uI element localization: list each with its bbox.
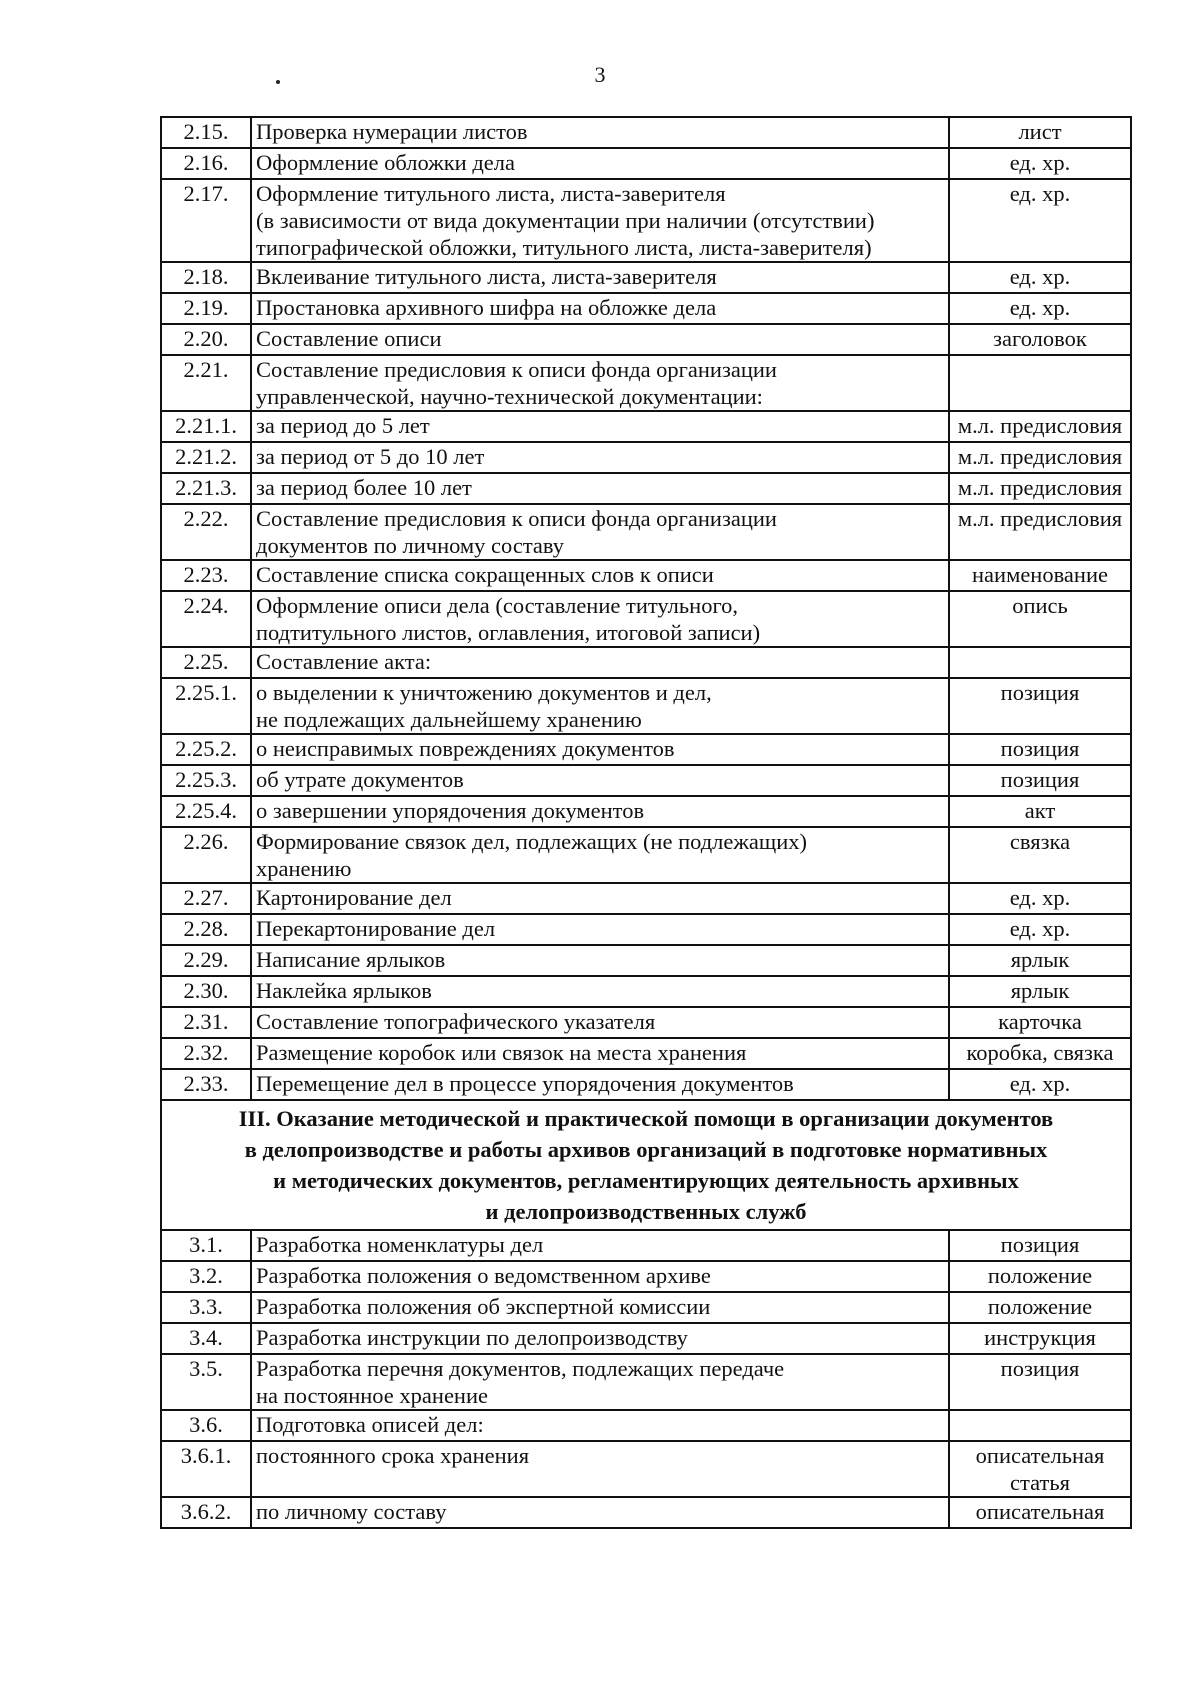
description-line: Наклейка ярлыков [256, 978, 432, 1003]
item-description [251, 179, 949, 262]
table-row [161, 473, 1131, 504]
item-description [251, 1230, 949, 1261]
table-row [161, 293, 1131, 324]
item-number: 2.19. [161, 293, 251, 324]
item-number: 2.25.3. [161, 765, 251, 796]
item-unit [949, 647, 1131, 678]
item-unit: связка [949, 827, 1131, 883]
table-row [161, 945, 1131, 976]
description-line: Оформление титульного листа, листа-заверителя [256, 181, 726, 206]
item-unit: ед. хр. [949, 914, 1131, 945]
table-row [161, 324, 1131, 355]
description-line: за период до 5 лет [256, 413, 430, 438]
page-number: 3 [594, 62, 606, 87]
item-description [251, 442, 949, 473]
table-row [161, 1323, 1131, 1354]
item-unit: ед. хр. [949, 179, 1131, 262]
description-line: Перекартонирование дел [256, 916, 496, 941]
table-row [161, 179, 1131, 262]
item-number: 2.15. [161, 117, 251, 148]
item-description [251, 262, 949, 293]
item-description [251, 324, 949, 355]
item-description [251, 945, 949, 976]
table-row [161, 1292, 1131, 1323]
item-description [251, 355, 949, 411]
table-row [161, 504, 1131, 560]
description-line: Подготовка описей дел: [256, 1412, 484, 1437]
description-line: Размещение коробок или связок на места хранения [256, 1040, 747, 1065]
description-line: за период более 10 лет [256, 475, 472, 500]
item-description [251, 293, 949, 324]
table-row [161, 1497, 1131, 1528]
item-unit: ед. хр. [949, 883, 1131, 914]
item-number: 2.21.3. [161, 473, 251, 504]
description-line: Оформление описи дела (составление титульного, [256, 593, 738, 618]
item-description [251, 827, 949, 883]
item-unit: описательная статья [949, 1441, 1131, 1497]
item-unit: коробка, связка [949, 1038, 1131, 1069]
item-description [251, 560, 949, 591]
item-number: 3.6.1. [161, 1441, 251, 1497]
item-unit: ярлык [949, 976, 1131, 1007]
description-line: о завершении упорядочения документов [256, 798, 645, 823]
description-line: Составление списка сокращенных слов к описи [256, 562, 714, 587]
item-unit: ед. хр. [949, 293, 1131, 324]
scan-speck [276, 80, 280, 84]
item-number: 2.23. [161, 560, 251, 591]
item-number: 2.18. [161, 262, 251, 293]
table-row [161, 442, 1131, 473]
table-row [161, 1038, 1131, 1069]
item-unit: лист [949, 117, 1131, 148]
description-line: за период от 5 до 10 лет [256, 444, 485, 469]
description-line: о неисправимых повреждениях документов [256, 736, 675, 761]
description-line: Разработка положения о ведомственном архиве [256, 1263, 711, 1288]
item-description [251, 117, 949, 148]
item-number: 2.24. [161, 591, 251, 647]
description-line: об утрате документов [256, 767, 464, 792]
item-description [251, 1497, 949, 1528]
item-description [251, 148, 949, 179]
item-unit: позиция [949, 734, 1131, 765]
item-description [251, 883, 949, 914]
description-line: (в зависимости от вида документации при наличии (отсутствии) [256, 208, 875, 233]
description-line: о выделении к уничтожению документов и дел, [256, 680, 712, 705]
item-description [251, 1038, 949, 1069]
section-heading [161, 1100, 1131, 1230]
table-row [161, 1441, 1131, 1497]
item-unit: ед. хр. [949, 262, 1131, 293]
item-number: 3.6. [161, 1410, 251, 1441]
item-unit: позиция [949, 1354, 1131, 1410]
item-number: 3.5. [161, 1354, 251, 1410]
item-unit: позиция [949, 678, 1131, 734]
description-line: Написание ярлыков [256, 947, 446, 972]
description-line: на постоянное хранение [256, 1383, 488, 1408]
item-unit: м.л. предисловия [949, 411, 1131, 442]
table-row [161, 827, 1131, 883]
item-number: 2.32. [161, 1038, 251, 1069]
table-row [161, 148, 1131, 179]
table-row [161, 1069, 1131, 1100]
table-row [161, 647, 1131, 678]
item-description [251, 473, 949, 504]
item-number: 2.17. [161, 179, 251, 262]
description-line: Проверка нумерации листов [256, 119, 528, 144]
item-unit: наименование [949, 560, 1131, 591]
item-number: 3.1. [161, 1230, 251, 1261]
item-number: 2.25.4. [161, 796, 251, 827]
section-heading-line: и методических документов, регламентирующих деятельность архивных [273, 1168, 1019, 1193]
table-row [161, 1410, 1131, 1441]
table-row [161, 411, 1131, 442]
item-number: 3.4. [161, 1323, 251, 1354]
description-line: Составление топографического указателя [256, 1009, 656, 1034]
table-row [161, 560, 1131, 591]
description-line: постоянного срока хранения [256, 1443, 530, 1468]
item-number: 2.16. [161, 148, 251, 179]
item-unit: описательная [949, 1497, 1131, 1528]
item-unit [949, 355, 1131, 411]
item-description [251, 976, 949, 1007]
table-row [161, 914, 1131, 945]
description-line: Перемещение дел в процессе упорядочения документов [256, 1071, 794, 1096]
table-row [161, 1230, 1131, 1261]
description-line: подтитульного листов, оглавления, итоговой записи) [256, 620, 761, 645]
table-row [161, 976, 1131, 1007]
item-unit: позиция [949, 1230, 1131, 1261]
item-unit: ярлык [949, 945, 1131, 976]
item-description [251, 914, 949, 945]
item-unit: карточка [949, 1007, 1131, 1038]
item-number: 2.31. [161, 1007, 251, 1038]
description-line: Составление предисловия к описи фонда организации [256, 357, 777, 382]
item-number: 3.2. [161, 1261, 251, 1292]
item-unit: ед. хр. [949, 1069, 1131, 1100]
table-row [161, 355, 1131, 411]
item-number: 2.27. [161, 883, 251, 914]
item-unit: заголовок [949, 324, 1131, 355]
section-heading-line: и делопроизводственных служб [485, 1199, 807, 1224]
item-number: 3.3. [161, 1292, 251, 1323]
item-number: 2.25. [161, 647, 251, 678]
section-header-row [161, 1100, 1131, 1230]
description-line: Оформление обложки дела [256, 150, 515, 175]
description-line: Разработка инструкции по делопроизводству [256, 1325, 688, 1350]
description-line: Разработка перечня документов, подлежащих передаче [256, 1356, 785, 1381]
item-unit: м.л. предисловия [949, 473, 1131, 504]
item-description [251, 796, 949, 827]
section-heading-line: в делопроизводстве и работы архивов организаций в подготовке нормативных [244, 1137, 1048, 1162]
item-description [251, 765, 949, 796]
item-number: 2.28. [161, 914, 251, 945]
item-description [251, 504, 949, 560]
item-description [251, 734, 949, 765]
item-number: 2.21. [161, 355, 251, 411]
item-unit: ед. хр. [949, 148, 1131, 179]
description-line: Картонирование дел [256, 885, 452, 910]
table-row [161, 1354, 1131, 1410]
table-row [161, 765, 1131, 796]
section-heading-line: III. Оказание методической и практической помощи в организации документов [238, 1106, 1054, 1131]
item-number: 2.29. [161, 945, 251, 976]
item-description [251, 1410, 949, 1441]
description-line: Составление акта: [256, 649, 432, 674]
table-row [161, 1261, 1131, 1292]
description-line: Составление предисловия к описи фонда организации [256, 506, 777, 531]
item-description [251, 1354, 949, 1410]
item-description [251, 1292, 949, 1323]
item-unit: позиция [949, 765, 1131, 796]
description-line: Составление описи [256, 326, 442, 351]
item-number: 2.22. [161, 504, 251, 560]
table-row [161, 591, 1131, 647]
table-row [161, 734, 1131, 765]
item-unit: положение [949, 1261, 1131, 1292]
work-items-table [160, 116, 1132, 1529]
table-row [161, 796, 1131, 827]
item-number: 2.21.1. [161, 411, 251, 442]
table-row [161, 117, 1131, 148]
description-line: Разработка положения об экспертной комиссии [256, 1294, 711, 1319]
item-number: 3.6.2. [161, 1497, 251, 1528]
item-description [251, 647, 949, 678]
item-unit: опись [949, 591, 1131, 647]
item-number: 2.33. [161, 1069, 251, 1100]
item-number: 2.25.2. [161, 734, 251, 765]
item-unit: м.л. предисловия [949, 504, 1131, 560]
item-unit: акт [949, 796, 1131, 827]
description-line: управленческой, научно-технической документации: [256, 384, 763, 409]
table-row [161, 1007, 1131, 1038]
description-line: Простановка архивного шифра на обложке дела [256, 295, 717, 320]
description-line: документов по личному составу [256, 533, 565, 558]
description-line: Формирование связок дел, подлежащих (не подлежащих) [256, 829, 808, 854]
description-line: Разработка номенклатуры дел [256, 1232, 544, 1257]
item-description [251, 1323, 949, 1354]
description-line: типографической обложки, титульного листа, листа-заверителя) [256, 235, 872, 260]
item-description [251, 1007, 949, 1038]
description-line: Вклеивание титульного листа, листа-заверителя [256, 264, 717, 289]
item-number: 2.30. [161, 976, 251, 1007]
table-row [161, 883, 1131, 914]
item-description [251, 678, 949, 734]
table-row [161, 262, 1131, 293]
description-line: не подлежащих дальнейшему хранению [256, 707, 642, 732]
item-number: 2.26. [161, 827, 251, 883]
item-unit: положение [949, 1292, 1131, 1323]
item-description [251, 1261, 949, 1292]
item-description [251, 1441, 949, 1497]
item-number: 2.20. [161, 324, 251, 355]
item-unit [949, 1410, 1131, 1441]
item-number: 2.21.2. [161, 442, 251, 473]
item-unit: инструкция [949, 1323, 1131, 1354]
item-number: 2.25.1. [161, 678, 251, 734]
item-description [251, 591, 949, 647]
description-line: по личному составу [256, 1499, 447, 1524]
item-description [251, 411, 949, 442]
item-description [251, 1069, 949, 1100]
table-row [161, 678, 1131, 734]
description-line: хранению [256, 856, 352, 881]
item-unit: м.л. предисловия [949, 442, 1131, 473]
